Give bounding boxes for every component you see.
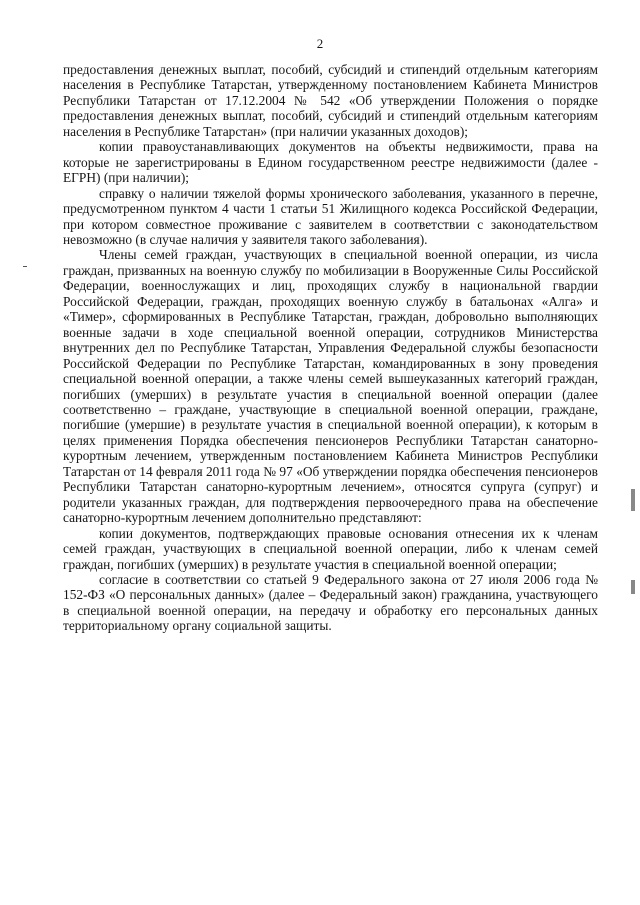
scan-dash-mark xyxy=(23,266,27,267)
scan-edge-mark xyxy=(631,580,635,594)
page-number: 2 xyxy=(316,36,324,51)
paragraph-family-documents: копии документов, подтверждающих правовые основания отнесения их к членам семей граждан, участвующих в специальной военной операции, либо к членам семей граждан, погибших (умерших) в результате участия в специальной военной операции; xyxy=(63,525,598,572)
paragraph-family-members: Члены семей граждан, участвующих в специальной военной операции, из числа граждан, призванных на военную службу по мобилизации в Вооруженные Силы Российской Федерации, военнослужащих и лиц, проходящих службу в национальной гвардии Российской Федерации, граждан, проходящих военную службу в батальонах «Алга» и «Тимер», сформированных в Республике Татарстан, граждан, добровольно выполняющих военные задачи в ходе специальной военной операции, сотрудников Министерства внутренних дел по Республике Татарстан, Управления Федеральной службы безопасности Российской Федерации по Республике Татарстан, командированных в зону проведения специальной военной операции, а также члены семей вышеуказанных категорий граждан, погибших (умерших) в результате участия в специальной военной операции (далее соответственно – граждане, участвующие в специальной военной операции, граждане, погибшие (умершие) в результате участия в специальной военной операции), к которым в целях применения Порядка обеспечения пенсионеров Республики Татарстан санаторно-курортным лечением, утвержденным постановлением Кабинета Министров Республики Татарстан от 14 февраля 2011 года № 97 «Об утверждении порядка обеспечения пенсионеров Республики Татарстан санаторно-курортным лечением», относятся супруга (супруг) и родители указанных граждан, для подтверждения первоочередного права на обеспечение санаторно-курортным лечением дополнительно представляют: xyxy=(63,247,598,526)
paragraph-illness-certificate: справку о наличии тяжелой формы хронического заболевания, указанного в перечне, предусмотренном пунктом 4 части 1 статьи 51 Жилищного кодекса Российской Федерации, при котором совместное проживание с заявителем в соответствии с законодательством невозможно (в случае наличия у заявителя такого заболевания). xyxy=(63,185,598,247)
scan-edge-mark xyxy=(631,489,635,511)
document-body xyxy=(63,62,598,634)
paragraph-property-documents: копии правоустанавливающих документов на объекты недвижимости, права на которые не зарегистрированы в Едином государственном реестре недвижимости (далее - ЕГРН) (при наличии); xyxy=(63,139,598,186)
paragraph-income-clause: предоставления денежных выплат, пособий, субсидий и стипендий отдельным категориям населения в Республике Татарстан, утвержденному постановлением Кабинета Министров Республики Татарстан от 17.12.2004 № 542 «Об утверждении Положения о порядке предоставления денежных выплат, пособий, субсидий и стипендий отдельным категориям населения в Республике Татарстан» (при наличии указанных доходов); xyxy=(63,62,598,139)
paragraph-personal-data-consent: согласие в соответствии со статьей 9 Федерального закона от 27 июля 2006 года № 152-ФЗ «О персональных данных» (далее – Федеральный закон) гражданина, участвующего в специальной военной операции, на передачу и обработку его персональных данных территориальному органу социальной защиты. xyxy=(63,571,598,634)
